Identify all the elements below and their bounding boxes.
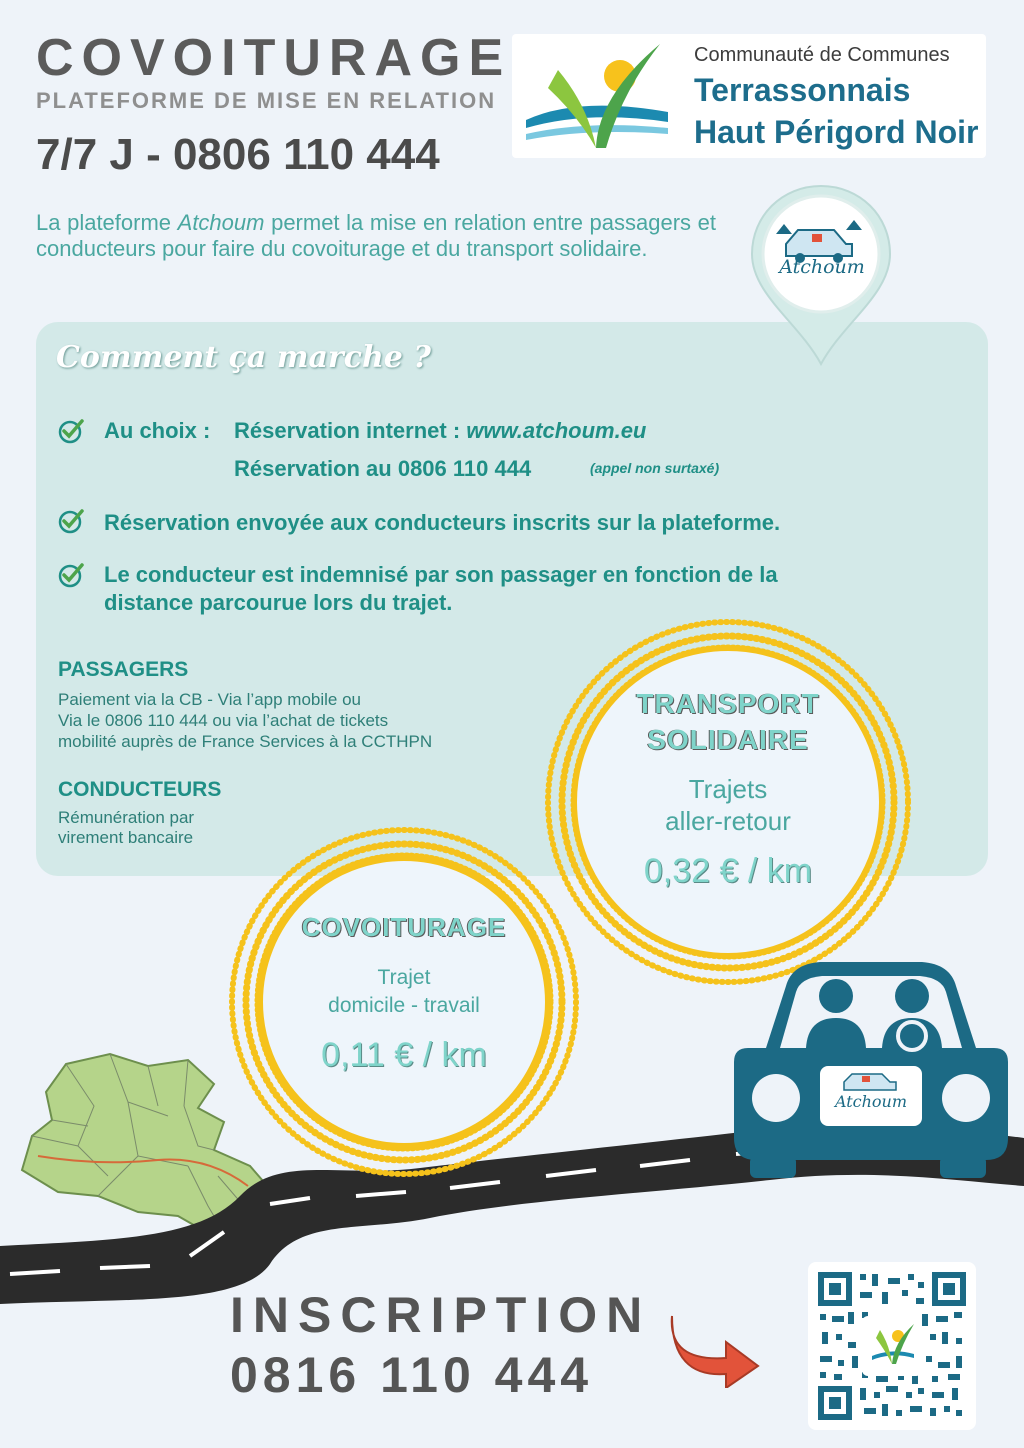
covoit-text-2: domicile - travail — [328, 994, 480, 1017]
choice-label: Au choix : — [104, 418, 211, 443]
car-logo-text: Atchoum — [834, 1092, 908, 1111]
intro-brand: Atchoum — [177, 210, 265, 235]
inscription-label: INSCRIPTION — [230, 1287, 652, 1343]
check-icon — [58, 562, 84, 588]
step-2: Réservation envoyée aux conducteurs inscrits sur la plateforme. — [104, 510, 781, 535]
inscription-phone: 0816 110 444 — [230, 1347, 594, 1403]
check-icon — [58, 418, 84, 444]
intro-before: La plateforme — [36, 210, 178, 235]
transport-text-2: aller-retour — [665, 806, 791, 836]
covoit-title: COVOITURAGE — [301, 912, 507, 942]
partner-line-1: Communauté de Communes — [694, 44, 950, 66]
step-3-line-1: Le conducteur est indemnisé par son passager en fonction de la — [104, 562, 778, 587]
pin-logo-text: Atchoum — [779, 256, 865, 278]
transport-text-1: Trajets — [688, 774, 768, 804]
internet-label: Réservation internet : — [234, 418, 467, 443]
conducteurs-line-1: Rémunération par — [58, 808, 195, 827]
partner-line-2: Terrassonnais — [694, 72, 911, 108]
phone-note: (appel non surtaxé) — [590, 460, 720, 476]
passagers-line-2: Via le 0806 110 444 ou via l’achat de tickets — [58, 711, 389, 730]
transport-price: 0,32 € / km — [643, 852, 813, 890]
intro-after: permet la mise en relation entre passagers et conducteurs pour faire du covoiturage et du transport solidaire. — [36, 210, 717, 261]
covoit-text-1: Trajet — [377, 966, 431, 989]
page-subtitle: PLATEFORME DE MISE EN RELATION — [36, 88, 497, 113]
phone-reservation: Réservation au 0806 110 444 — [234, 456, 532, 481]
transport-title-2: SOLIDAIRE — [647, 724, 809, 755]
internet-reservation — [234, 418, 646, 444]
how-title: Comment ça marche ? — [56, 340, 431, 375]
internet-url[interactable]: www.atchoum.eu — [466, 418, 647, 443]
intro-text — [36, 210, 716, 262]
check-icon — [58, 508, 84, 534]
partner-logo-icon — [518, 36, 688, 154]
passagers-heading: PASSAGERS — [58, 658, 189, 681]
step-3-line-2: distance parcourue lors du trajet. — [104, 590, 453, 615]
arrow-icon — [664, 1308, 764, 1388]
car-icon — [726, 956, 1016, 1182]
page-title: COVOITURAGE — [36, 29, 512, 87]
passagers-line-3: mobilité auprès de France Services à la CCTHPN — [58, 732, 433, 751]
partner-line-3: Haut Périgord Noir — [694, 114, 979, 150]
header-phone: 7/7 J - 0806 110 444 — [36, 130, 440, 179]
conducteurs-heading: CONDUCTEURS — [58, 778, 222, 801]
qr-code[interactable] — [818, 1272, 966, 1420]
covoit-price: 0,11 € / km — [321, 1036, 487, 1074]
transport-title-1: TRANSPORT — [636, 688, 820, 719]
passagers-line-1: Paiement via la CB - Via l’app mobile ou — [58, 690, 362, 709]
conducteurs-line-2: virement bancaire — [58, 828, 194, 847]
